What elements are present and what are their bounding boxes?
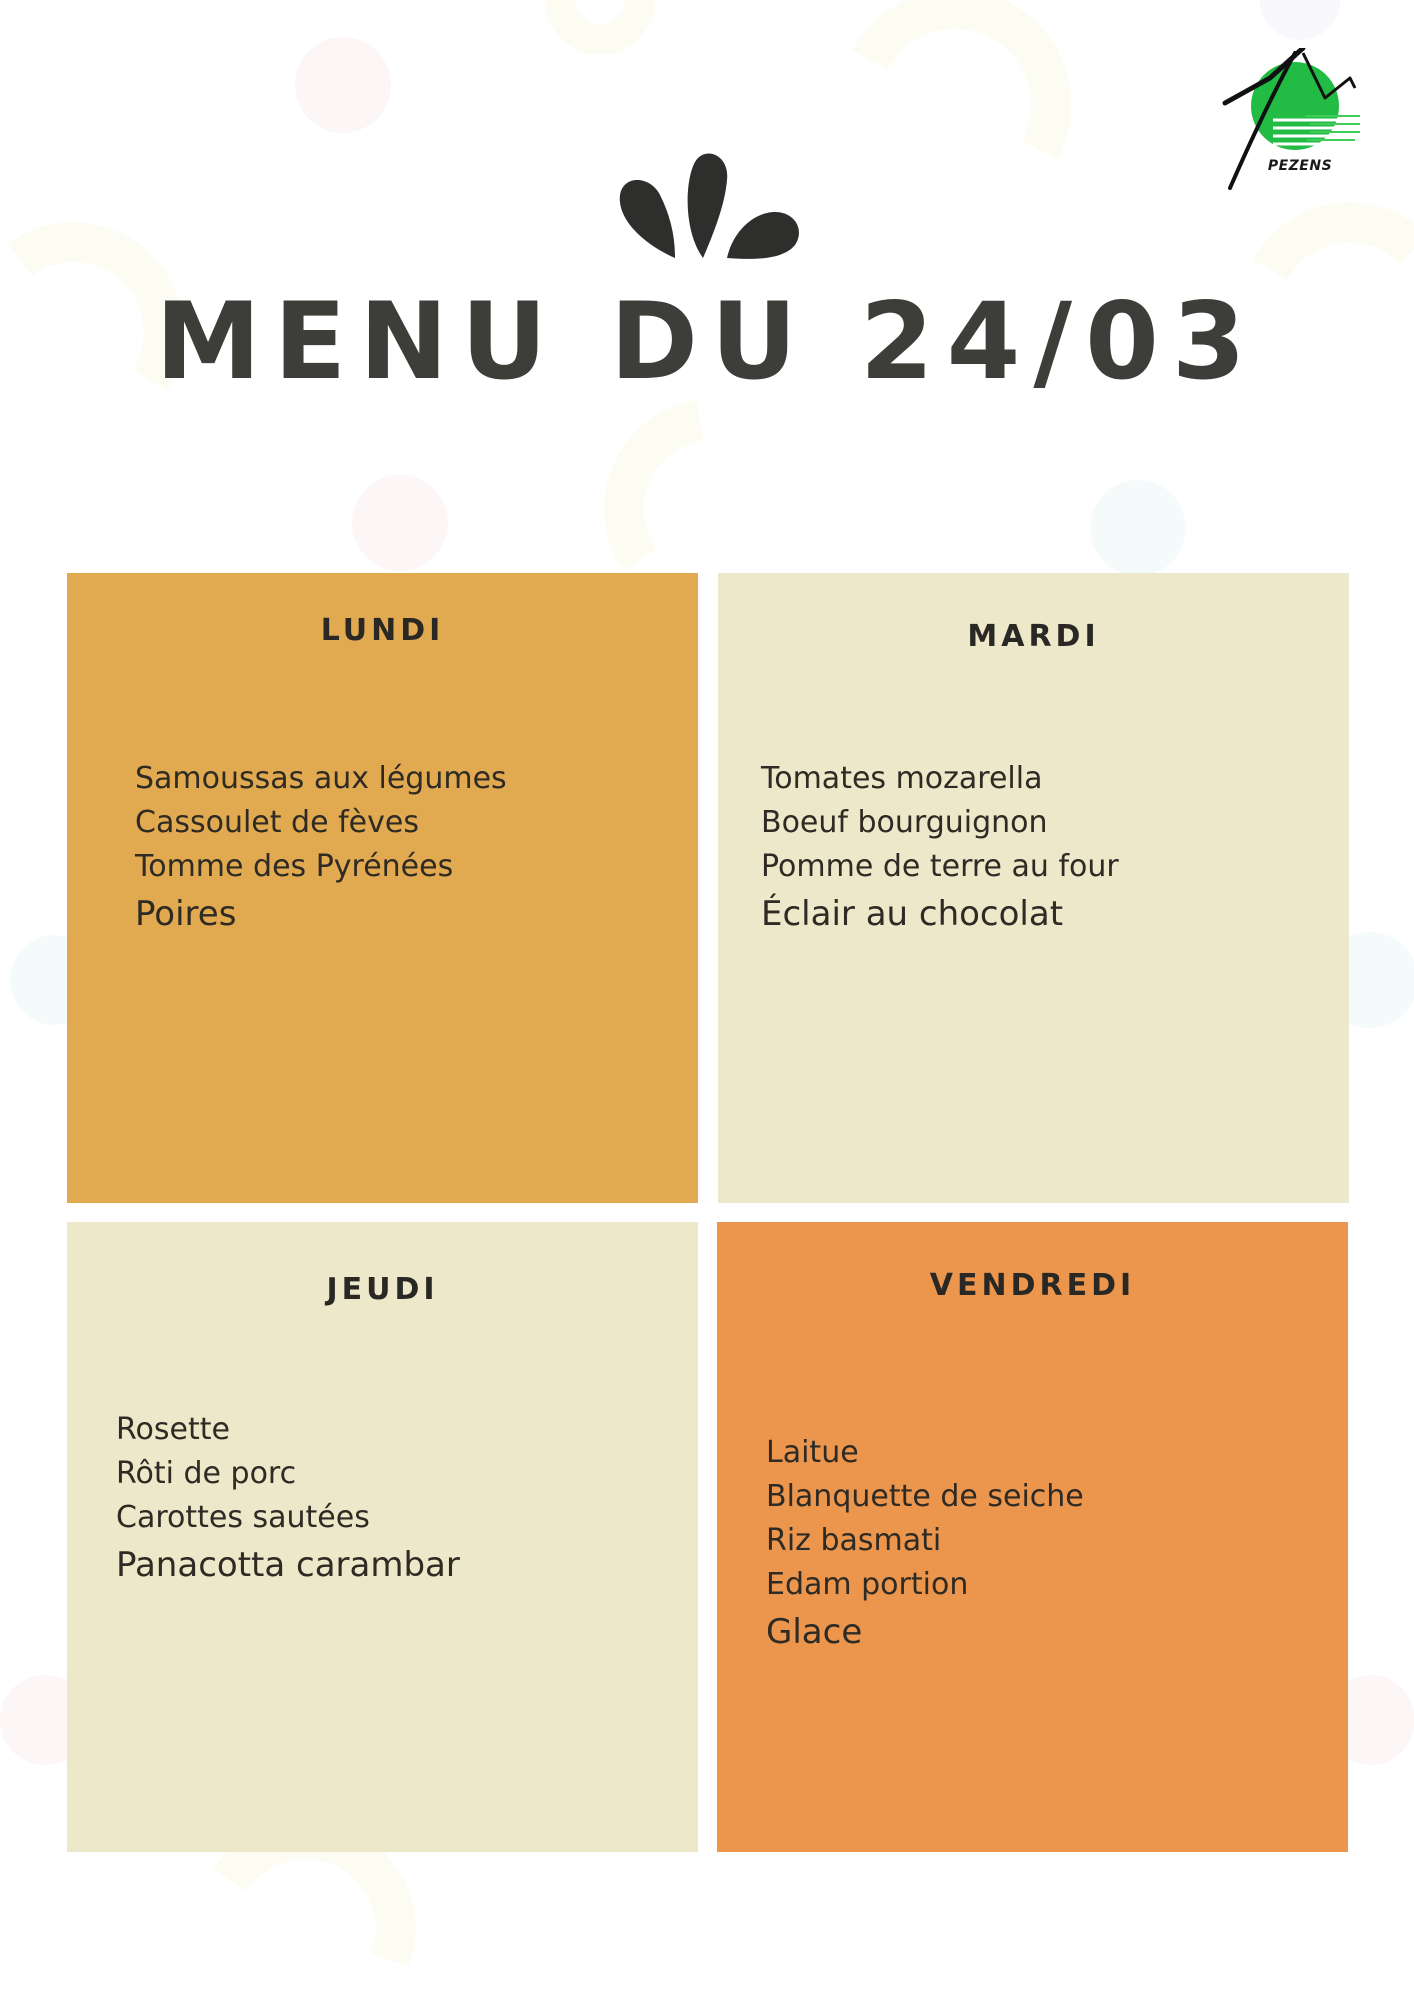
menu-item: Blanquette de seiche <box>766 1479 1084 1514</box>
menu-items <box>766 1431 1084 1657</box>
menu-item: Laitue <box>766 1435 859 1470</box>
day-card-mardi <box>718 573 1349 1203</box>
day-title: LUNDI <box>320 613 445 648</box>
menu-item: Panacotta carambar <box>116 1545 460 1585</box>
day-title: VENDREDI <box>929 1268 1136 1303</box>
day-card-jeudi <box>67 1222 698 1852</box>
menu-item: Tomates mozarella <box>761 761 1043 796</box>
drops-icon <box>615 150 805 270</box>
menu-item: Boeuf bourguignon <box>761 805 1048 840</box>
day-card-lundi <box>67 573 698 1203</box>
day-title: JEUDI <box>326 1272 439 1307</box>
menu-item: Riz basmati <box>766 1523 942 1558</box>
pezens-logo-mark-icon <box>1215 48 1375 198</box>
menu-item: Cassoulet de fèves <box>135 805 419 840</box>
logo-text: PEZENS <box>1267 158 1333 174</box>
menu-items <box>135 757 507 939</box>
menu-items <box>761 757 1119 939</box>
day-title: MARDI <box>967 619 1100 654</box>
menu-item: Rosette <box>116 1412 230 1447</box>
menu-item: Glace <box>766 1612 863 1652</box>
menu-item: Éclair au chocolat <box>761 894 1064 934</box>
menu-item: Samoussas aux légumes <box>135 761 507 796</box>
menu-item: Poires <box>135 894 237 934</box>
menu-items <box>116 1408 460 1590</box>
menu-item: Edam portion <box>766 1567 969 1602</box>
menu-item: Tomme des Pyrénées <box>135 849 454 884</box>
menu-title: MENU DU 24/03 <box>155 280 1259 403</box>
pezens-logo <box>1215 48 1375 198</box>
day-card-vendredi <box>717 1222 1348 1852</box>
menu-item: Pomme de terre au four <box>761 849 1119 884</box>
menu-item: Carottes sautées <box>116 1500 370 1535</box>
menu-item: Rôti de porc <box>116 1456 297 1491</box>
